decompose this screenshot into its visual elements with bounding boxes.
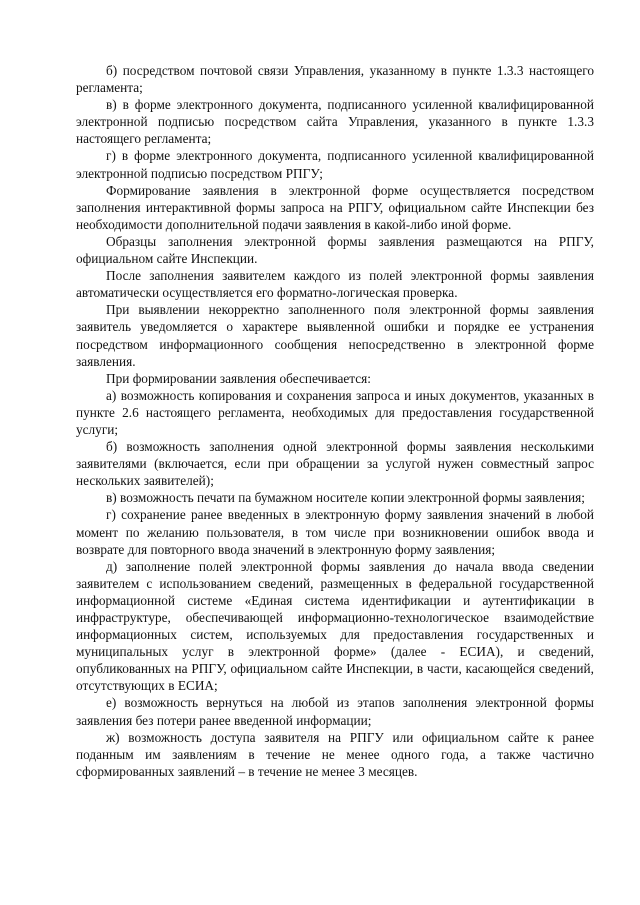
- paragraph-g-electronic-rpgu: г) в форме электронного документа, подписанного усиленной квалифицированной электронной подписью посредством РПГУ;: [76, 148, 594, 181]
- paragraph-provisions-intro: При формировании заявления обеспечивается:: [106, 370, 371, 386]
- paragraph-b-postal: б) посредством почтовой связи Управления, указанному в пункте 1.3.3 настоящего регламента;: [76, 63, 594, 96]
- document-page: [76, 62, 594, 780]
- paragraph-samples: Образцы заполнения электронной формы заявления размещаются на РПГУ, официальном сайте Инспекции.: [76, 233, 594, 267]
- list-item-v-print: в) возможность печати па бумажном носителе копии электронной формы заявления;: [106, 490, 585, 506]
- paragraph-format-check: После заполнения заявителем каждого из полей электронной формы заявления автоматически осуществляется его форматно-логическая проверка.: [76, 268, 594, 301]
- list-item-g-save-values: г) сохранение ранее введенных в электронную форму заявления значений в любой момент по желанию пользователя, в том числе при возникновении ошибок ввода и возврате для повторного ввода значений в электронную форму заявления;: [76, 507, 594, 557]
- list-item-a-copy-save: а) возможность копирования и сохранения запроса и иных документов, указанных в пункте 2.6 настоящего регламента, необходимых для предоставления государственной услуги;: [76, 387, 594, 437]
- list-item-d-prefill-esia: д) заполнение полей электронной формы заявления до начала ввода сведении заявителем с использованием сведений, размещенных в федеральной государственной информационной системе «Единая система идентификации и аутентификации в инфраструктуре, обеспечивающей информационно-технологическое взаимодействие информационных систем, используемых для предоставления государственных и муниципальных услуг в электронной форме» (далее - ЕСИА), и сведений, опубликованных на РПГУ, официальном сайте Инспекции, в части, касающейся сведений, отсутствующих в ЕСИА;: [76, 558, 594, 694]
- list-item-zh-access-history: ж) возможность доступа заявителя на РПГУ или официальном сайте к ранее поданным им заявлениям в течение не менее одного года, а также частично сформированных заявлений – в течение не менее 3 месяцев.: [76, 729, 594, 779]
- paragraph-v-electronic-site: в) в форме электронного документа, подписанного усиленной квалифицированной электронной подписью посредством сайта Управления, указанного в пункте 1.3.3 настоящего регламента;: [76, 97, 594, 147]
- paragraph-error-notice: При выявлении некорректно заполненного поля электронной формы заявления заявитель уведомляется о характере выявленной ошибки и порядке ее устранения посредством информационного сообщения непосредственно в электронной форме заявления.: [76, 302, 594, 369]
- list-item-e-return-step: е) возможность вернуться на любой из этапов заполнения электронной формы заявления без потери ранее введенной информации;: [76, 695, 594, 728]
- list-item-b-multiple-applicants: б) возможность заполнения одной электронной формы заявления несколькими заявителями (включается, если при обращении за услугой нужен совместный запрос нескольких заявителей);: [76, 439, 594, 489]
- paragraph-form-creation: Формирование заявления в электронной форме осуществляется посредством заполнения интерактивной формы запроса на РПГУ, официальном сайте Инспекции без необходимости дополнительной подачи заявления в какой-либо иной форме.: [76, 182, 594, 232]
